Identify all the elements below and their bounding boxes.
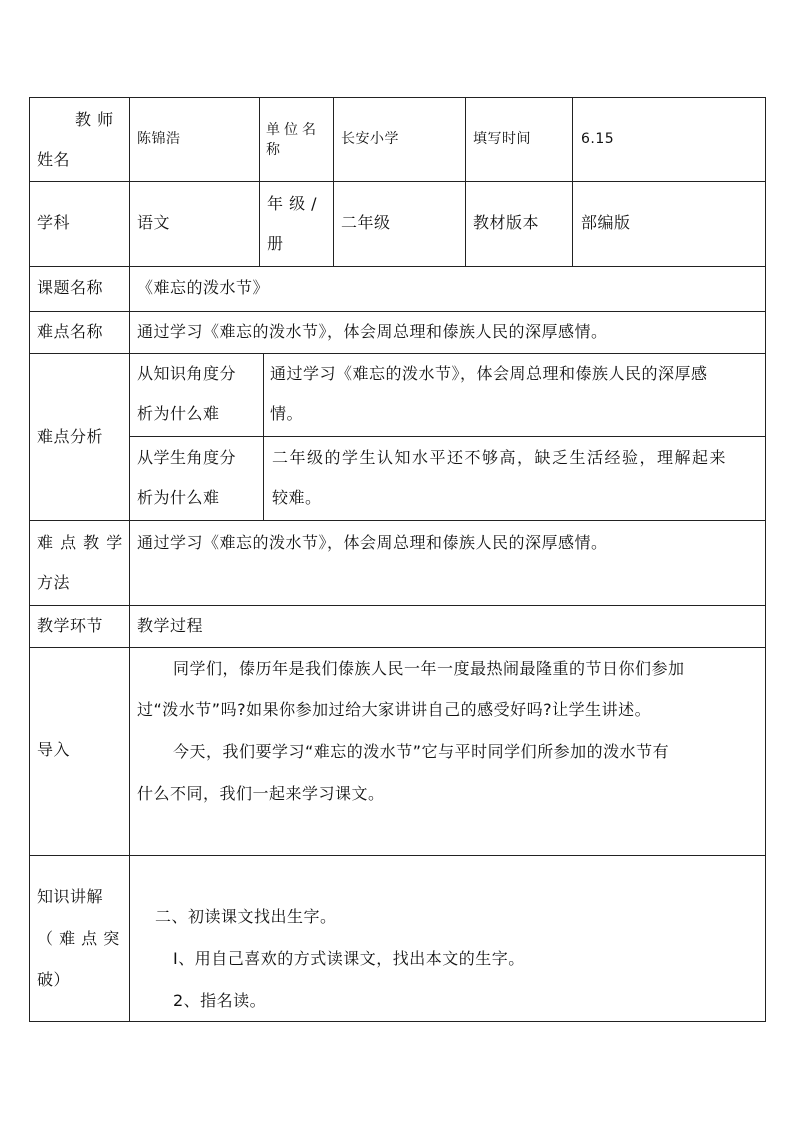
knowledge-angle-value-line2: 情。 <box>270 404 304 423</box>
knowledge-angle-value-line1: 通过学习《难忘的泼水节》，体会周总理和傣族人民的深厚感 <box>270 364 708 383</box>
teacher-label-line2: 姓名 <box>37 150 71 169</box>
knowledge-label-line2: （ 难 点 突 <box>37 929 120 948</box>
edition-label: 教材版本 <box>473 213 540 232</box>
teacher-label-line1: 教 师 <box>75 110 114 129</box>
teaching-step-label: 教学环节 <box>37 616 104 635</box>
column-divider <box>129 97 130 1022</box>
column-divider <box>572 97 573 266</box>
intro-paragraph1-line2: 过“泼水节”吗?如果你参加过给大家讲讲自己的感受好吗?让学生讲述。 <box>137 700 652 719</box>
difficulty-value: 通过学习《难忘的泼水节》，体会周总理和傣族人民的深厚感情。 <box>137 322 608 341</box>
school-name: 长安小学 <box>341 131 399 147</box>
knowledge-angle-label-line2: 析为什么难 <box>137 404 220 423</box>
knowledge-step1: 二、初读课文找出生字。 <box>155 907 337 926</box>
column-divider <box>465 97 466 266</box>
row-divider <box>29 353 766 354</box>
row-divider <box>29 855 766 856</box>
analysis-label: 难点分析 <box>37 427 104 446</box>
column-divider <box>263 353 264 520</box>
subject-label: 学科 <box>37 213 71 232</box>
grade-value: 二年级 <box>341 213 391 232</box>
intro-paragraph2-line2: 什么不同，我们一起来学习课文。 <box>137 784 385 803</box>
unit-label-line2: 称 <box>266 142 281 158</box>
difficulty-label: 难点名称 <box>37 322 104 341</box>
subject-value: 语文 <box>137 213 171 232</box>
row-divider <box>29 520 766 521</box>
grade-label-line2: 册 <box>267 234 284 253</box>
method-value: 通过学习《难忘的泼水节》，体会周总理和傣族人民的深厚感情。 <box>137 533 608 552</box>
method-label-line1: 难 点 教 学 <box>37 533 124 552</box>
lesson-title-value: 《难忘的泼水节》 <box>137 278 270 297</box>
knowledge-step2: I、用自己喜欢的方式读课文，找出本文的生字。 <box>173 949 525 968</box>
row-divider <box>29 181 766 182</box>
row-divider <box>29 647 766 648</box>
method-label-line2: 方法 <box>37 573 71 592</box>
knowledge-angle-label-line1: 从知识角度分 <box>137 364 237 383</box>
student-angle-label-line1: 从学生角度分 <box>137 448 237 467</box>
unit-label-line1: 单位名 <box>266 122 320 138</box>
row-divider <box>29 266 766 267</box>
intro-label: 导入 <box>37 740 71 759</box>
teacher-name: 陈锦浩 <box>137 131 181 147</box>
row-divider <box>129 436 766 437</box>
date-value: 6.15 <box>581 131 615 147</box>
student-angle-value-line2: 较难。 <box>272 488 322 507</box>
row-divider <box>29 311 766 312</box>
date-label: 填写时间 <box>473 131 531 147</box>
row-divider <box>29 605 766 606</box>
knowledge-label-line1: 知识讲解 <box>37 887 104 906</box>
lesson-title-label: 课题名称 <box>37 278 104 297</box>
student-angle-value-line1: 二年级的学生认知水平还不够高，缺乏生活经验，理解起来 <box>272 448 728 467</box>
column-divider <box>259 97 260 266</box>
teaching-process-label: 教学过程 <box>137 616 204 635</box>
intro-paragraph1-line1: 同学们，傣历年是我们傣族人民一年一度最热闹最隆重的节日你们参加 <box>173 659 685 678</box>
student-angle-label-line2: 析为什么难 <box>137 488 220 507</box>
knowledge-label-line3: 破） <box>37 970 71 989</box>
intro-paragraph2-line1: 今天，我们要学习“难忘的泼水节”它与平时同学们所参加的泼水节有 <box>173 742 670 761</box>
grade-label-line1: 年 级 / <box>267 194 318 213</box>
knowledge-step3: 2、指名读。 <box>173 991 267 1010</box>
column-divider <box>333 97 334 266</box>
edition-value: 部编版 <box>581 213 631 232</box>
